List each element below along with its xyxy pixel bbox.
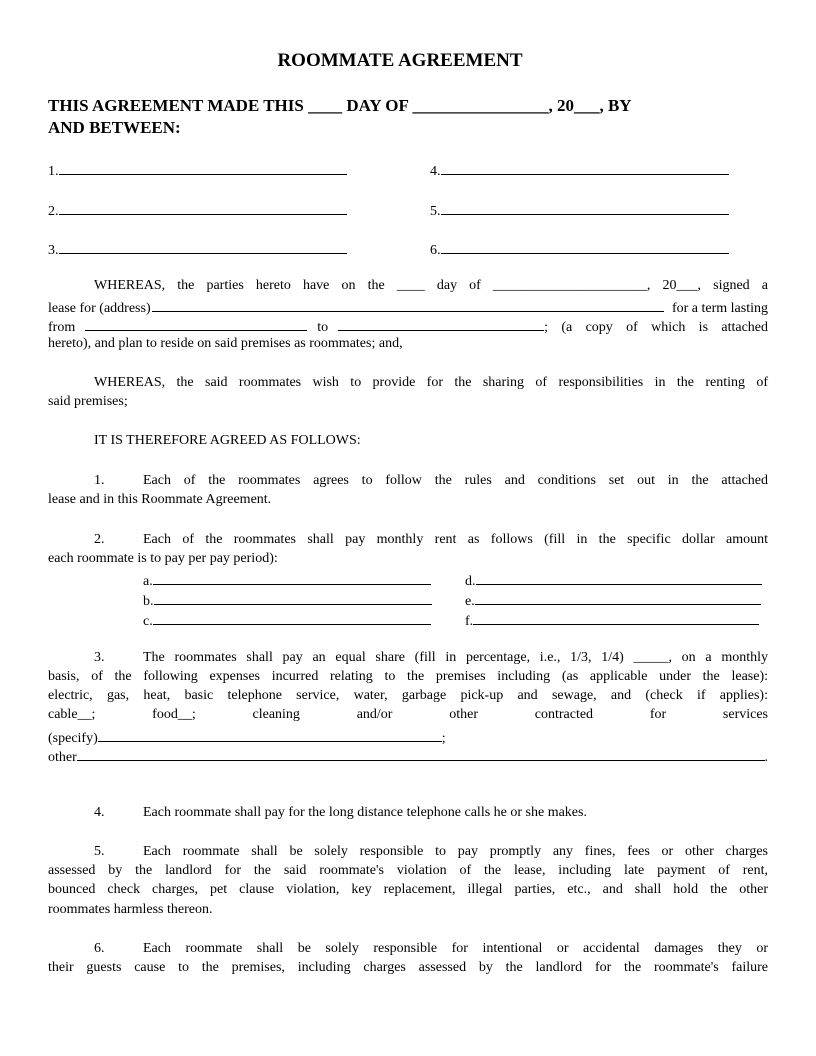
whereas-2-line-1: WHEREAS, the said roommates wish to provide for the sharing of responsibilities in the renting of: [94, 375, 768, 390]
party-number: 2.: [48, 204, 59, 219]
clause-4-number: 4.: [94, 805, 105, 820]
rent-line-a[interactable]: [143, 570, 431, 590]
clause-3-line-6: [48, 746, 768, 766]
party-line-3[interactable]: [48, 239, 347, 259]
rent-line-e[interactable]: [465, 590, 761, 610]
clause-2-line-1: Each of the roommates shall pay monthly rent as follows (fill in the specific dollar amount: [143, 532, 768, 547]
party-number: 1.: [48, 164, 59, 179]
clause-3-line-3: electric, gas, heat, basic telephone service, water, garbage pick-up and sewage, and (check if applies):: [48, 688, 768, 703]
party-number: 4.: [430, 164, 441, 179]
clause-5-line-4: roommates harmless thereon.: [48, 902, 213, 917]
clause-1-line-1: Each of the roommates agrees to follow the rules and conditions set out in the attached: [143, 473, 768, 488]
clause-5-line-2: assessed by the landlord for the said roommate's violation of the lease, including late payment of rent,: [48, 863, 768, 878]
party-number: 6.: [430, 243, 441, 258]
clause-2-line-2: each roommate is to pay per pay period):: [48, 551, 278, 566]
whereas-1-line-4: hereto), and plan to reside on said premises as roommates; and,: [48, 336, 403, 351]
other-period: .: [764, 750, 768, 765]
clause-3-line-5: [48, 727, 446, 747]
other-label: other: [48, 750, 77, 765]
agreed-heading: IT IS THEREFORE AGREED AS FOLLOWS:: [94, 433, 361, 448]
whereas-1-line-2: [48, 297, 768, 317]
clause-5-line-3: bounced check charges, pet clause violation, key replacement, illegal parties, etc., and shall hold the other: [48, 882, 768, 897]
clause-6-number: 6.: [94, 941, 105, 956]
party-line-1[interactable]: [48, 160, 347, 180]
party-line-5[interactable]: [430, 200, 729, 220]
rent-item-letter: a.: [143, 574, 153, 589]
clause-6-line-1: Each roommate shall be solely responsible for intentional or accidental damages they or: [143, 941, 768, 956]
header-line-2: AND BETWEEN:: [48, 118, 181, 137]
rent-line-f[interactable]: [465, 610, 759, 630]
from-label: from: [48, 320, 76, 335]
clause-5-line-1: Each roommate shall be solely responsible to pay promptly any fines, fees or other charges: [143, 844, 768, 859]
other-blank[interactable]: [77, 746, 765, 761]
clause-1-line-2: lease and in this Roommate Agreement.: [48, 492, 272, 507]
header-line-1: THIS AGREEMENT MADE THIS ____ DAY OF ________________, 20___, BY: [48, 96, 632, 115]
specify-label: (specify): [48, 731, 98, 746]
party-line-6[interactable]: [430, 239, 729, 259]
clause-3-line-1: The roommates shall pay an equal share (fill in percentage, i.e., 1/3, 1/4) _____, on a monthly: [143, 650, 768, 665]
clause-3-number: 3.: [94, 650, 105, 665]
to-label: to: [317, 320, 329, 335]
clause-2-number: 2.: [94, 532, 105, 547]
rent-item-letter: f.: [465, 614, 474, 629]
clause-3-line-4: cable__; food__; cleaning and/or other contracted for services: [48, 707, 768, 722]
rent-line-d[interactable]: [465, 570, 762, 590]
rent-item-letter: c.: [143, 614, 153, 629]
rent-line-b[interactable]: [143, 590, 432, 610]
whereas-2-line-2: said premises;: [48, 394, 128, 409]
party-number: 3.: [48, 243, 59, 258]
rent-item-letter: b.: [143, 594, 154, 609]
to-date-blank[interactable]: [338, 316, 544, 331]
specify-semicolon: ;: [441, 731, 446, 746]
party-line-4[interactable]: [430, 160, 729, 180]
lease-address-blank[interactable]: [152, 297, 664, 312]
rent-item-letter: d.: [465, 574, 476, 589]
whereas-1-line-1: WHEREAS, the parties hereto have on the ____ day of ______________________, 20___, signed a: [94, 278, 768, 293]
clause-3-line-2: basis, of the following expenses incurred relating to the premises including (as applicable under the lease):: [48, 669, 768, 684]
lease-address-label: lease for (address): [48, 301, 151, 316]
rent-line-c[interactable]: [143, 610, 431, 630]
clause-4-line-1: Each roommate shall pay for the long distance telephone calls he or she makes.: [143, 805, 587, 820]
rent-item-letter: e.: [465, 594, 475, 609]
copy-attached-text: ; (a copy of which is attached: [544, 320, 768, 335]
clause-1-number: 1.: [94, 473, 105, 488]
clause-5-number: 5.: [94, 844, 105, 859]
clause-6-line-2: their guests cause to the premises, including charges assessed by the landlord for the roommate's failure: [48, 960, 768, 975]
document-title: ROOMMATE AGREEMENT: [277, 50, 523, 71]
term-label: for a term lasting: [671, 301, 768, 316]
whereas-1-line-3: [48, 316, 768, 336]
specify-blank[interactable]: [98, 727, 442, 742]
party-line-2[interactable]: [48, 200, 347, 220]
from-date-blank[interactable]: [85, 316, 307, 331]
party-number: 5.: [430, 204, 441, 219]
